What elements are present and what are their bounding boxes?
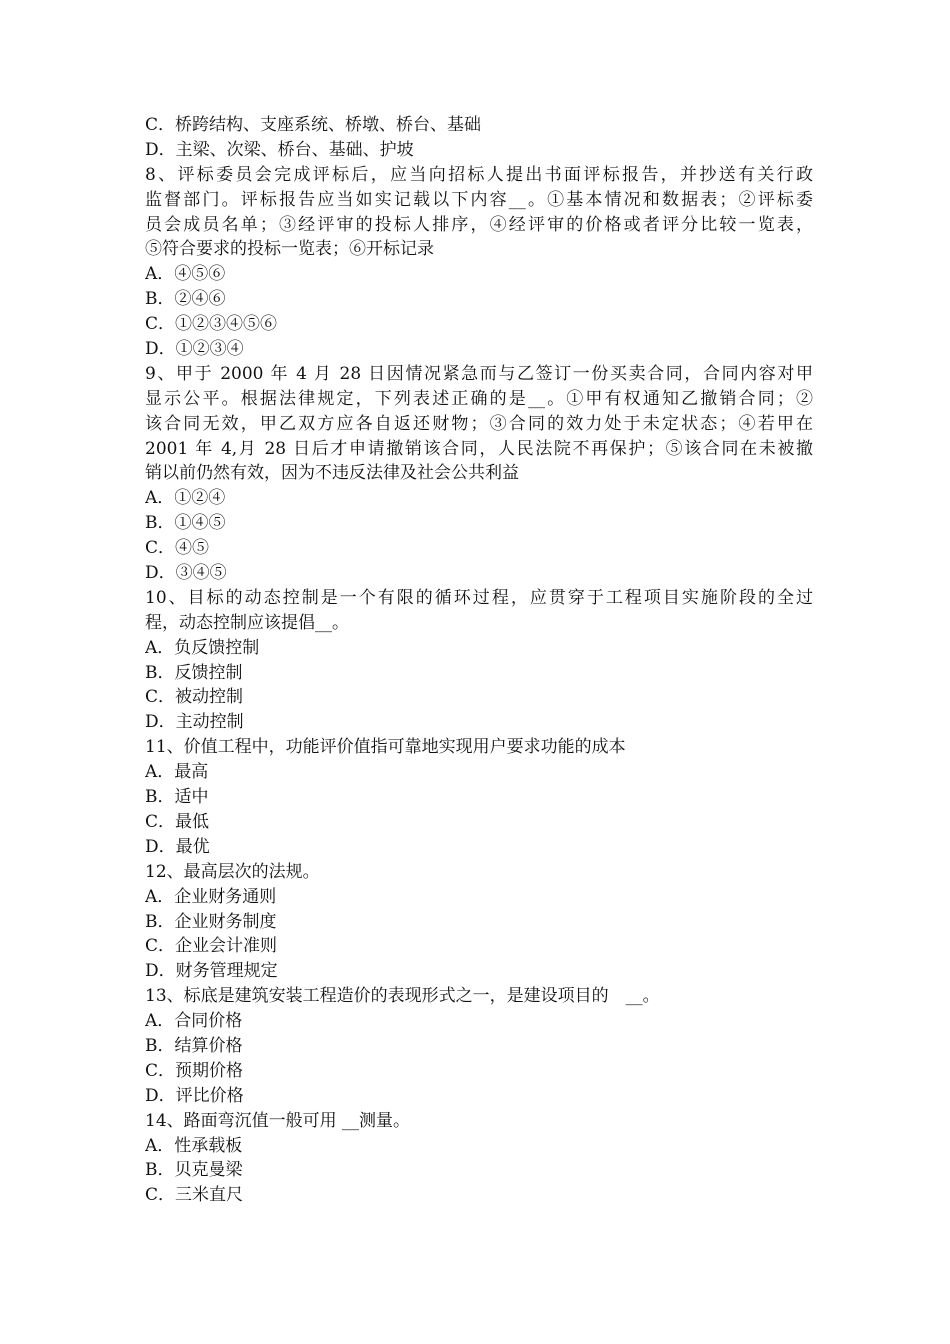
text-line: D．①②③④: [145, 339, 244, 360]
text-line: 12、最高层次的法规。: [145, 861, 320, 882]
text-line: A．负反馈控制: [145, 637, 260, 658]
text-line: D．最优: [145, 836, 210, 857]
text-line: 9、甲于 2000 年 4 月 28 日因情况紧急而与乙签订一份买卖合同，合同内容对甲: [145, 363, 813, 384]
text-line: D．③④⑤: [145, 563, 227, 584]
text-line: A．企业财务通则: [145, 886, 277, 907]
text-line: C．三米直尺: [145, 1185, 244, 1206]
text-line: A．合同价格: [145, 1011, 243, 1032]
text-line: 2001 年 4,月 28 日后才申请撤销该合同，人民法院不再保护；⑤该合同在未被撤: [145, 438, 813, 459]
text-line: B．贝克曼梁: [145, 1160, 243, 1181]
document-page: [145, 113, 813, 1208]
text-line: D．主梁、次梁、桥台、基础、护坡: [145, 139, 414, 160]
text-line: B．适中: [145, 787, 209, 808]
text-line: 监督部门。评标报告应当如实记载以下内容__。①基本情况和数据表；②评标委: [145, 189, 813, 210]
text-line: C．桥跨结构、支座系统、桥墩、桥台、基础: [145, 115, 482, 135]
text-line: B．结算价格: [145, 1035, 243, 1056]
text-line: A．最高: [145, 762, 209, 783]
text-line: A．①②④: [145, 488, 226, 509]
text-line: C．被动控制: [145, 687, 244, 708]
text-line: 8、评标委员会完成评标后，应当向招标人提出书面评标报告，并抄送有关行政: [145, 164, 813, 185]
text-line: C．最低: [145, 811, 210, 832]
text-line: B．反馈控制: [145, 662, 243, 683]
text-line: D．主动控制: [145, 712, 244, 733]
text-line: 员会成员名单；③经评审的投标人排序，④经评审的价格或者评分比较一览表，: [145, 214, 813, 235]
text-line: A．④⑤⑥: [145, 264, 226, 285]
text-line: C．预期价格: [145, 1060, 244, 1081]
text-line: 10、目标的动态控制是一个有限的循环过程，应贯穿于工程项目实施阶段的全过: [145, 587, 813, 608]
text-line: ⑤符合要求的投标一览表；⑥开标记录: [145, 239, 434, 260]
text-line: D．财务管理规定: [145, 961, 278, 982]
text-line: C．企业会计准则: [145, 936, 278, 957]
text-line: D．评比价格: [145, 1085, 244, 1106]
text-line: C．④⑤: [145, 538, 210, 559]
text-line: A．性承载板: [145, 1135, 243, 1156]
text-line: 销以前仍然有效，因为不违反法律及社会公共利益: [145, 463, 519, 484]
text-line: 14、路面弯沉值一般可用 __测量。: [145, 1110, 411, 1131]
text-line: 11、价值工程中，功能评价值指可靠地实现用户要求功能的成本: [145, 737, 626, 758]
text-line: 显示公平。根据法律规定，下列表述正确的是__。①甲有权通知乙撤销合同；②: [145, 388, 813, 409]
text-line: 程，动态控制应该提倡__。: [145, 612, 349, 633]
text-line: 13、标底是建筑安装工程造价的表现形式之一，是建设项目的 __。: [145, 986, 660, 1007]
text-line: B．②④⑥: [145, 289, 226, 310]
text-line: C．①②③④⑤⑥: [145, 314, 278, 335]
text-line: B．①④⑤: [145, 513, 226, 534]
text-line: B．企业财务制度: [145, 911, 277, 932]
text-line: 该合同无效，甲乙双方应各自返还财物；③合同的效力处于未定状态；④若甲在: [145, 413, 813, 434]
